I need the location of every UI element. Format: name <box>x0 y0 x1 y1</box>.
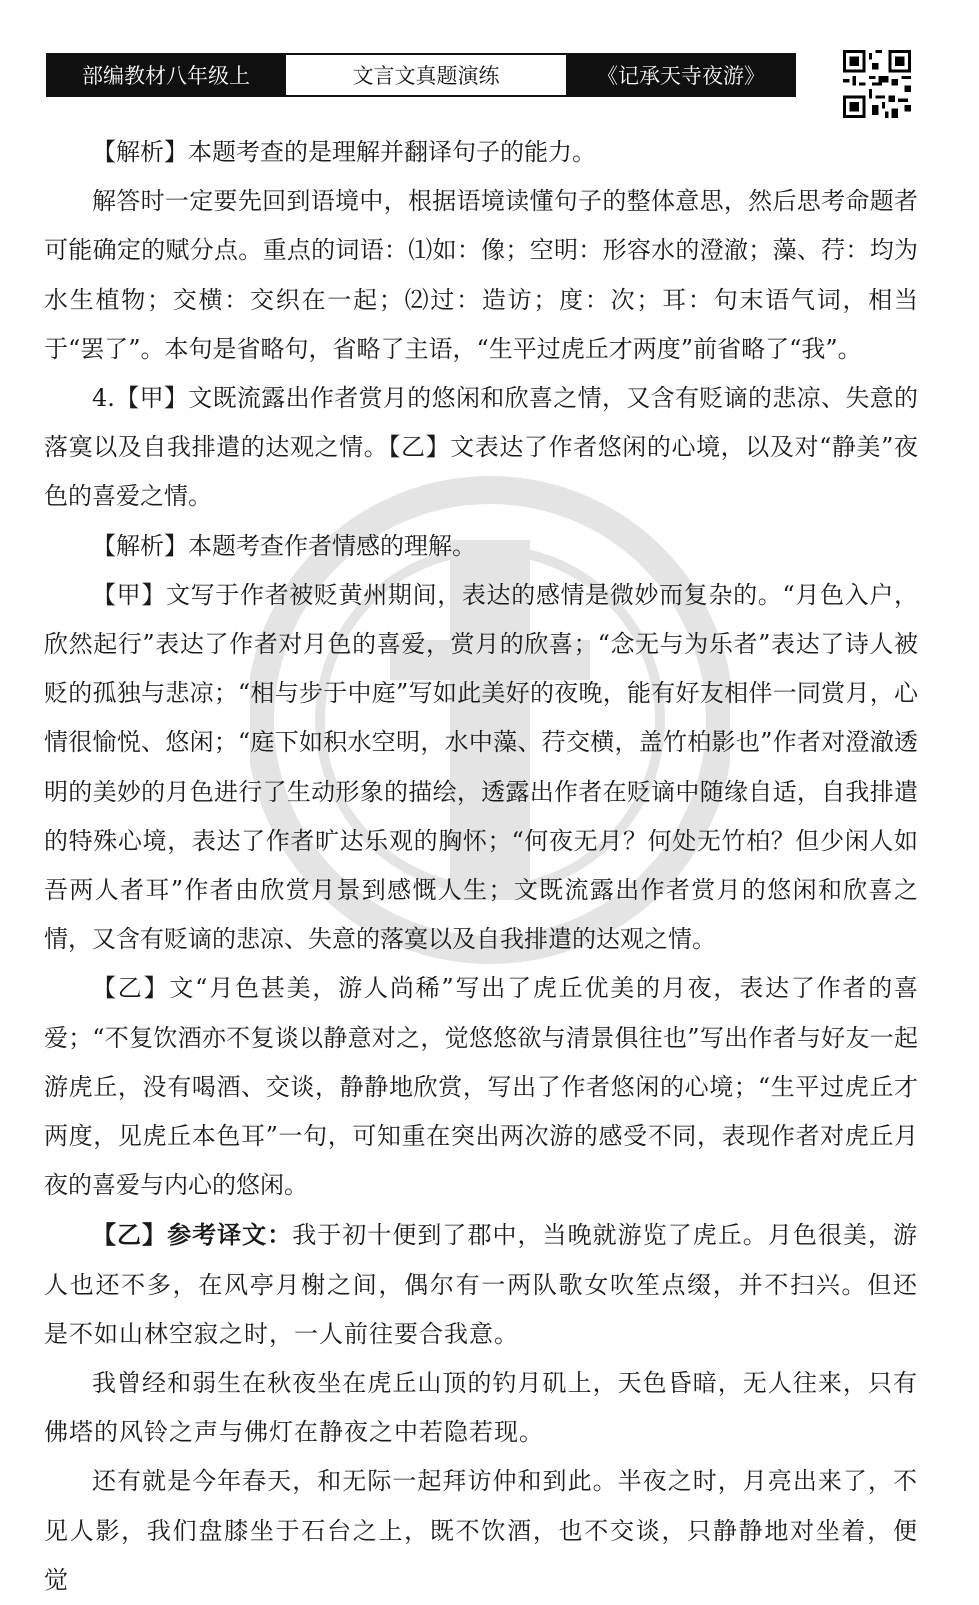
tag: 【解析】 <box>92 138 188 166</box>
translation-label: 【乙】参考译文： <box>92 1220 293 1250</box>
header-section: 文言文真题演练 <box>284 55 568 95</box>
paragraph-text: 文“月色甚美，游人尚稀”写出了虎丘优美的月夜，表达了作者的喜爱；“不复饮酒亦不复谈以静意对之，觉悠悠欲与清景俱往也”写出作者与好友一起游虎丘，没有喝酒、交谈，静静地欣赏，写出了作者悠闲的心境；“生平过虎丘才两度，见虎丘本色耳”一句，可知重在突出两次游的感受不同，表现作者对虎丘月夜的喜爱与内心的悠闲。 <box>44 974 918 1200</box>
paragraph-yi-analysis <box>44 964 918 1210</box>
translation-text: 我曾经和弱生在秋夜坐在虎丘山顶的钓月矶上，天色昏暗，无人往来，只有佛塔的风铃之声与佛灯在静夜之中若隐若现。 <box>44 1369 918 1447</box>
paragraph-analysis-4 <box>44 522 918 571</box>
translation-text: 我于初十便到了郡中，当晚就游览了虎丘。月色很美，游人也还不多，在风亭月榭之间，偶尔有一两队歌女吹笙点缀，并不扫兴。但还是不如山林空寂之时，一人前往要合我意。 <box>44 1221 918 1348</box>
paragraph-jia-analysis <box>44 571 918 965</box>
header-bar <box>46 53 796 97</box>
paragraph-text: 文写于作者被贬黄州期间，表达的感情是微妙而复杂的。“月色入户，欣然起行”表达了作者对月色的喜爱，赏月的欣喜；“念无与为乐者”表达了诗人被贬的孤独与悲凉；“相与步于中庭”写如此美好的夜晚，能有好友相伴一同赏月，心情很愉悦、悠闲；“庭下如积水空明，水中藻、荇交横，盖竹柏影也”作者对澄澈透明的美妙的月色进行了生动形象的描绘，透露出作者在贬谪中随缘自适，自我排遣的特殊心境，表达了作者旷达乐观的胸怀；“何夜无月？何处无竹柏？但少闲人如吾两人者耳”作者由欣赏月景到感慨人生；文既流露出作者赏月的悠闲和欣喜之情，又含有贬谪的悲凉、失意的落寞以及自我排遣的达观之情。 <box>44 580 918 954</box>
header-grade: 部编教材八年级上 <box>48 55 284 95</box>
paragraph-text: 本题考查作者情感的理解。 <box>188 531 476 560</box>
tag: 【解析】 <box>92 531 188 560</box>
translation-paragraph-1 <box>44 1210 918 1359</box>
paragraph-analysis-3 <box>44 128 918 177</box>
tag: 4.【甲】 <box>92 384 189 413</box>
paragraph-text: 文既流露出作者赏月的悠闲和欣喜之情，又含有贬谪的悲凉、失意的落寞以及自我排遣的达观之情。【乙】文表达了作者悠闲的心境，以及对“静美”夜色的喜爱之情。 <box>44 384 918 511</box>
header-title: 《记承天寺夜游》 <box>568 55 794 95</box>
answer-content <box>44 128 918 1605</box>
translation-text: 还有就是今年春天，和无际一起拜访仲和到此。半夜之时，月亮出来了，不见人影，我们盘膝坐于石台之上，既不饮酒，也不交谈，只静静地对坐着，便觉 <box>44 1467 918 1594</box>
paragraph-answer-4 <box>44 374 918 522</box>
paragraph-text: 本题考查的是理解并翻译句子的能力。 <box>188 138 596 166</box>
tag: 【甲】 <box>92 580 166 609</box>
paragraph-answer-detail <box>44 177 918 374</box>
translation-paragraph-2 <box>44 1359 918 1457</box>
qr-code-icon <box>843 50 911 118</box>
tag: 【乙】 <box>92 974 170 1003</box>
translation-paragraph-3 <box>44 1457 918 1605</box>
paragraph-text: 解答时一定要先回到语境中，根据语境读懂句子的整体意思，然后思考命题者可能确定的赋分点。重点的词语：⑴如：像；空明：形容水的澄澈；藻、荇：均为水生植物；交横：交织在一起；⑵过：造访；度：次；耳：句末语气词，相当于“罢了”。本句是省略句，省略了主语，“生平过虎丘才两度”前省略了“我”。 <box>44 187 918 363</box>
